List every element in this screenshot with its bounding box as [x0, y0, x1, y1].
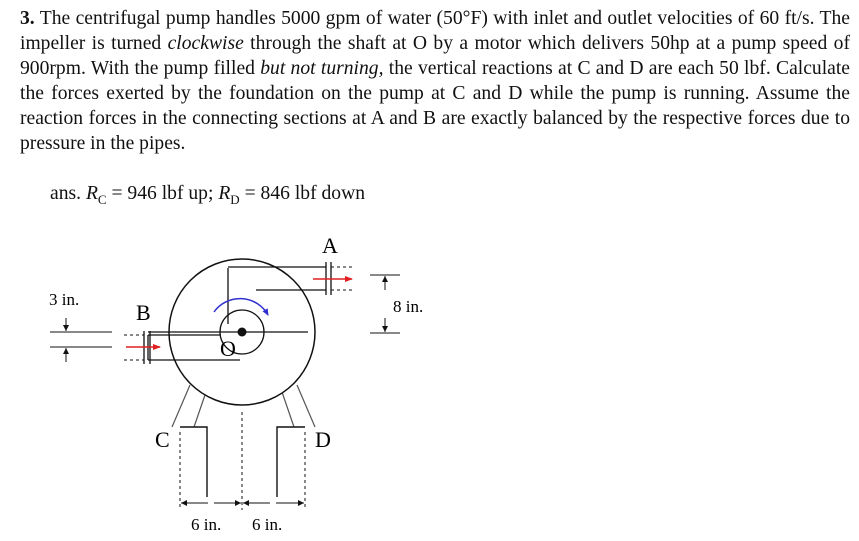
- dim-8in-label: 8 in.: [393, 297, 424, 316]
- emphasis-not-turning: but not turning,: [260, 58, 384, 79]
- rd-value: = 846 lbf down: [239, 183, 366, 204]
- rc-value: = 946 lbf up;: [106, 183, 219, 204]
- label-b: B: [136, 300, 151, 325]
- problem-text-1: The centrifugal pump handles 5000 gpm of water (50°F) with inlet and outlet velocities of 60 ft/s. The impeller is turned: [20, 8, 851, 54]
- problem-text-2: through the shaft at O by a motor which delivers 50hp at a pump speed of 900rpm. With the pump filled: [20, 33, 850, 79]
- rd-subscript: D: [230, 191, 240, 207]
- dim-3in: [50, 318, 112, 362]
- rc-symbol: R: [85, 183, 98, 204]
- foundation-block-d: [277, 427, 305, 497]
- label-c: C: [155, 427, 170, 452]
- label-a: A: [322, 233, 338, 258]
- problem-text-3: the vertical reactions at C and D are each 50 lbf. Calculate the forces exerted by the foundation on the pump at C and D while the pump is running. Assume the reaction forces in the connecting sections at A and B are exactly balanced by the respective forces due to pressure in the pipes.: [20, 58, 850, 154]
- answer-prefix: ans.: [50, 183, 82, 204]
- rd-symbol: R: [218, 183, 231, 204]
- label-d: D: [315, 427, 331, 452]
- rc-subscript: C: [97, 191, 107, 207]
- dim-3in-label: 3 in.: [49, 290, 80, 309]
- shaft-o: [238, 328, 247, 337]
- emphasis-clockwise: clockwise: [167, 33, 244, 54]
- foundation-block-c: [180, 427, 207, 497]
- label-o: O: [220, 336, 236, 361]
- problem-number: 3.: [20, 8, 35, 29]
- dim-6in-right-label: 6 in.: [252, 515, 283, 534]
- dim-6in-left-label: 6 in.: [191, 515, 222, 534]
